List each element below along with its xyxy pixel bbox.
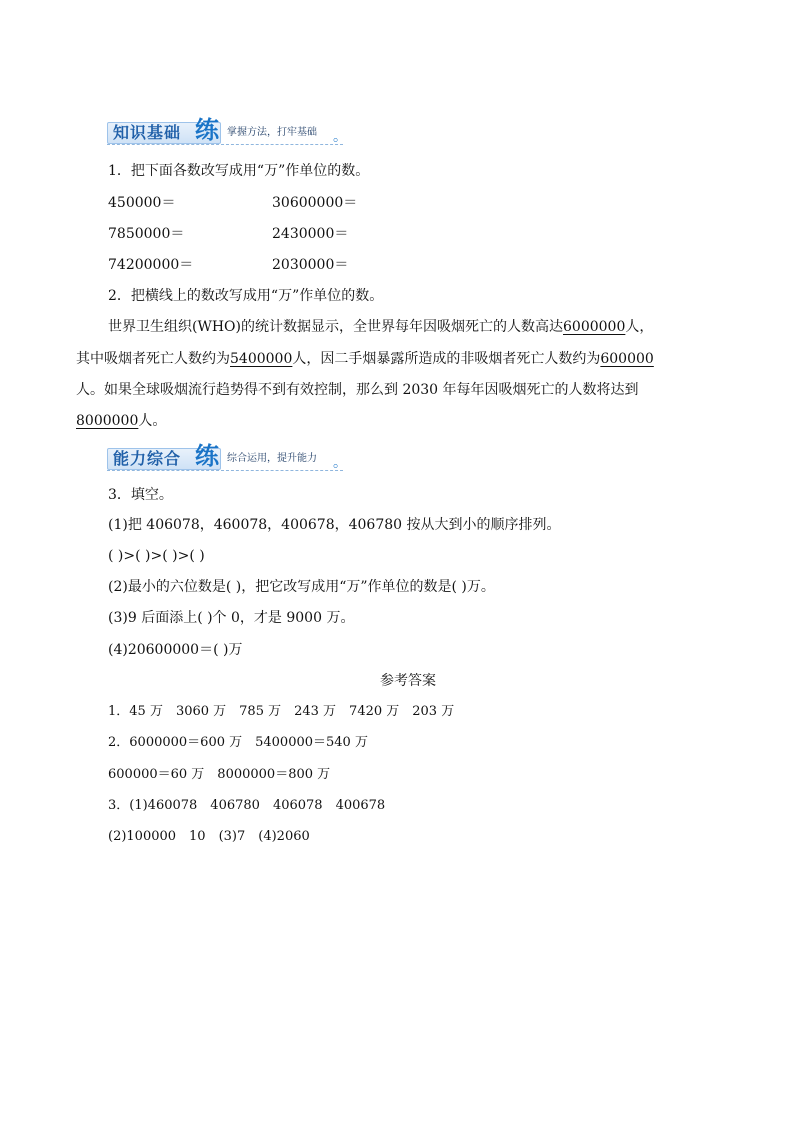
q2-para-line-2 xyxy=(76,349,654,369)
section-banner-basic xyxy=(107,115,347,146)
q2-text: 人， xyxy=(625,319,654,335)
q1-item: 450000＝ xyxy=(108,195,176,211)
banner-rule xyxy=(107,144,343,145)
banner-big-char: 练 xyxy=(195,441,219,470)
q2-number-underlined: 6000000 xyxy=(563,319,626,335)
q1-prompt: 1．把下面各数改写成用“万”作单位的数。 xyxy=(108,163,370,179)
section-banner-advanced xyxy=(107,441,347,472)
q2-text: 其中吸烟者死亡人数约为 xyxy=(76,351,230,367)
q2-number-underlined: 5400000 xyxy=(230,351,293,367)
q2-text: 世界卫生组织(WHO)的统计数据显示，全世界每年因吸烟死亡的人数高达 xyxy=(108,319,563,335)
q2-text: 人，因二手烟暴露所造成的非吸烟者死亡人数约为 xyxy=(292,351,601,367)
q3-sub-1-blanks: ( )>( )>( )>( ) xyxy=(108,548,205,564)
q2-text: 人。 xyxy=(138,413,167,429)
q3-sub-3: (3)9 后面添上( )个 0，才是 9000 万。 xyxy=(108,610,355,626)
q2-prompt: 2．把横线上的数改写成用“万”作单位的数。 xyxy=(108,288,384,304)
q3-sub-2: (2)最小的六位数是( )，把它改写成用“万”作单位的数是( )万。 xyxy=(108,579,495,595)
banner-dot: 。 xyxy=(333,129,347,145)
q3-sub-4: (4)20600000＝( )万 xyxy=(108,642,243,658)
answer-line: 3．(1)460078 406780 406078 400678 xyxy=(108,798,386,813)
q2-para-line-1 xyxy=(108,317,653,337)
q2-para-line-3: 人。如果全球吸烟流行趋势得不到有效控制，那么到 2030 年每年因吸烟死亡的人数将达到 xyxy=(76,382,639,398)
banner-rule xyxy=(107,470,343,471)
banner-subtitle: 综合运用，提升能力 xyxy=(227,453,317,464)
answer-line: 2．6000000＝600 万 5400000＝540 万 xyxy=(108,735,368,750)
q2-number-underlined: 600000 xyxy=(600,351,654,367)
banner-title: 知识基础 xyxy=(113,123,182,142)
banner-dot: 。 xyxy=(333,455,347,471)
q1-item: 74200000＝ xyxy=(108,257,194,273)
answers-heading: 参考答案 xyxy=(380,673,436,689)
q1-item: 2430000＝ xyxy=(272,226,349,242)
answer-line: (2)100000 10 (3)7 (4)2060 xyxy=(108,829,310,844)
q2-para-line-4 xyxy=(76,411,166,431)
q1-item: 2030000＝ xyxy=(272,257,349,273)
answer-line: 1．45 万 3060 万 785 万 243 万 7420 万 203 万 xyxy=(108,704,455,719)
q1-item: 7850000＝ xyxy=(108,226,185,242)
banner-big-char: 练 xyxy=(195,115,219,144)
banner-subtitle: 掌握方法，打牢基础 xyxy=(227,127,317,138)
banner-title: 能力综合 xyxy=(113,449,182,468)
q1-item: 30600000＝ xyxy=(272,195,358,211)
q2-number-underlined: 8000000 xyxy=(76,413,139,429)
q3-sub-1: (1)把 406078，460078，400678，406780 按从大到小的顺序排列。 xyxy=(108,517,561,533)
answer-line: 600000＝60 万 8000000＝800 万 xyxy=(108,767,331,782)
q3-prompt: 3．填空。 xyxy=(108,487,173,503)
